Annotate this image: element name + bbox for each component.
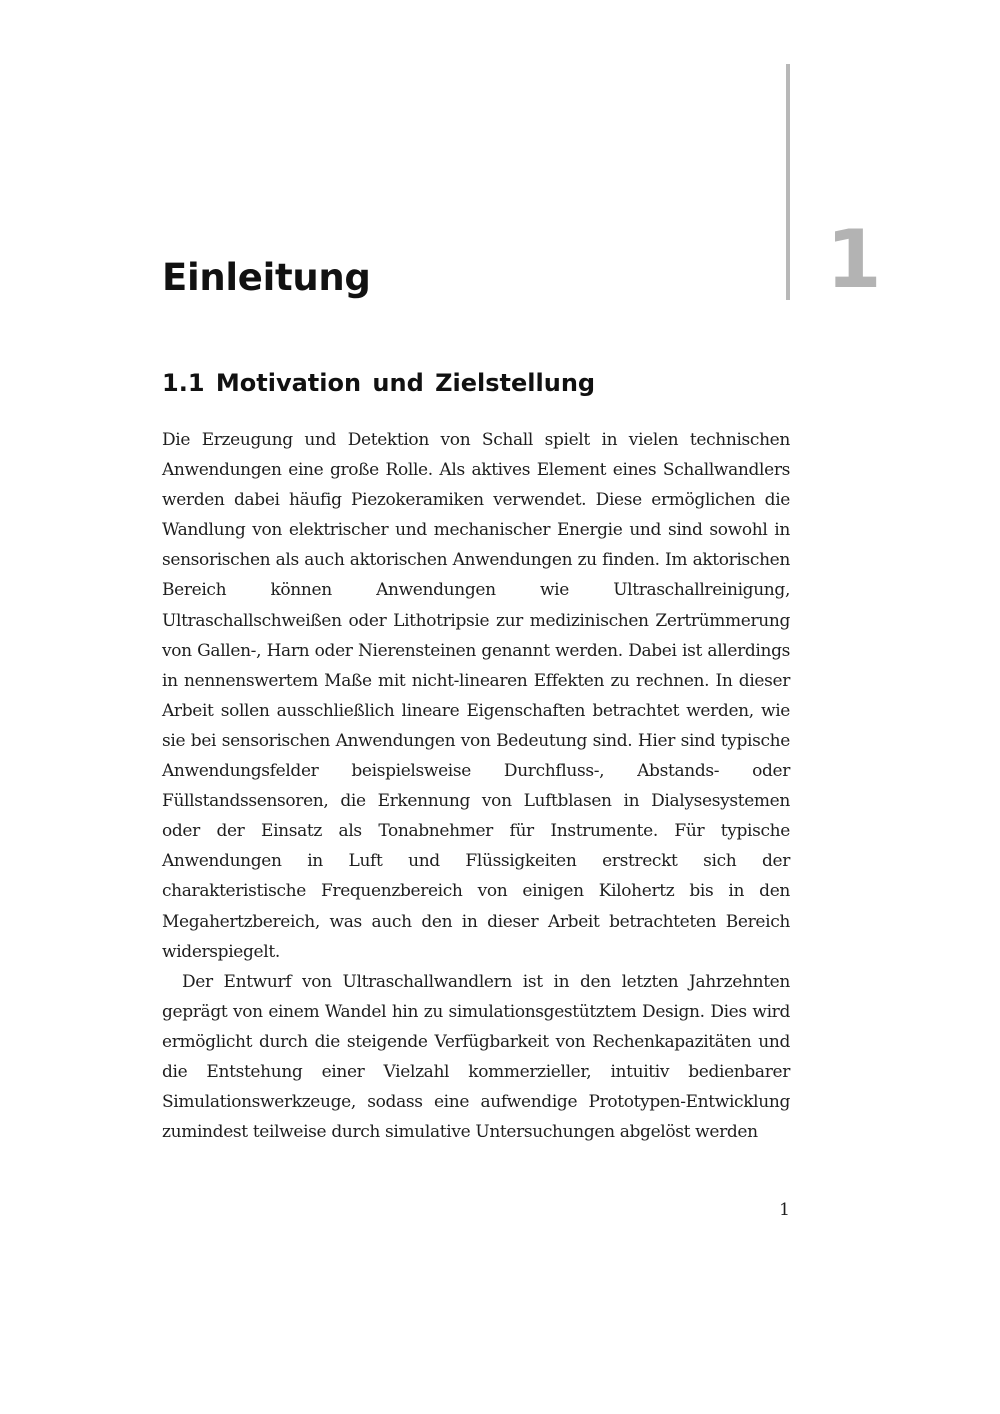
chapter-number: 1 xyxy=(826,213,882,306)
paragraph: Der Entwurf von Ultraschallwandlern ist in den letzten Jahrzehnten geprägt von einem Wandel hin zu simulationsgestütztem Design. Dies wird ermöglicht durch die steigende Verfügbarkeit von Rechenkapazitäten und die Entstehung einer Vielzahl kommerzieller, intuitiv bedienbarer Simulationswerkzeuge, sodass eine aufwendige Prototypen-Entwicklung zumindest teilweise durch simulative Untersuchungen abgelöst werden xyxy=(162,971,790,1143)
chapter-title: Einleitung xyxy=(162,256,371,299)
paragraph: Die Erzeugung und Detektion von Schall spielt in vielen technischen Anwendungen eine große Rolle. Als aktives Element eines Schallwandlers werden dabei häufig Piezokeramiken verwendet. Diese ermöglichen die Wandlung von elektrischer und mechanischer Energie und sind sowohl in sensorischen als auch aktorischen Anwendungen zu finden. Im aktorischen Bereich können Anwendungen wie Ultraschallreinigung, Ultraschallschweißen oder Lithotripsie zur medizinischen Zertrümmerung von Gallen-, Harn oder Nierensteinen genannt werden. Dabei ist allerdings in nennenswertem Maße mit nicht-linearen Effekten zu rechnen. In dieser Arbeit sollen ausschließlich lineare Eigenschaften betrachtet werden, wie sie bei sensorischen Anwendungen von Bedeutung sind. Hier sind typische Anwendungsfelder beispielsweise Durchfluss-, Abstands- oder Füllstandssensoren, die Erkennung von Luftblasen in Dialysesystemen oder der Einsatz als Tonabnehmer für Instrumente. Für typische Anwendungen in Luft und Flüssigkeiten erstreckt sich der charakteristische Frequenzbereich von einigen Kilohertz bis in den Megahertzbereich, was auch den in dieser Arbeit betrachteten Bereich widerspiegelt. xyxy=(162,430,790,962)
body-text xyxy=(162,425,790,1147)
chapter-divider-bar xyxy=(786,64,790,300)
page-number: 1 xyxy=(779,1200,790,1220)
section-title: 1.1 Motivation und Zielstellung xyxy=(162,369,596,397)
